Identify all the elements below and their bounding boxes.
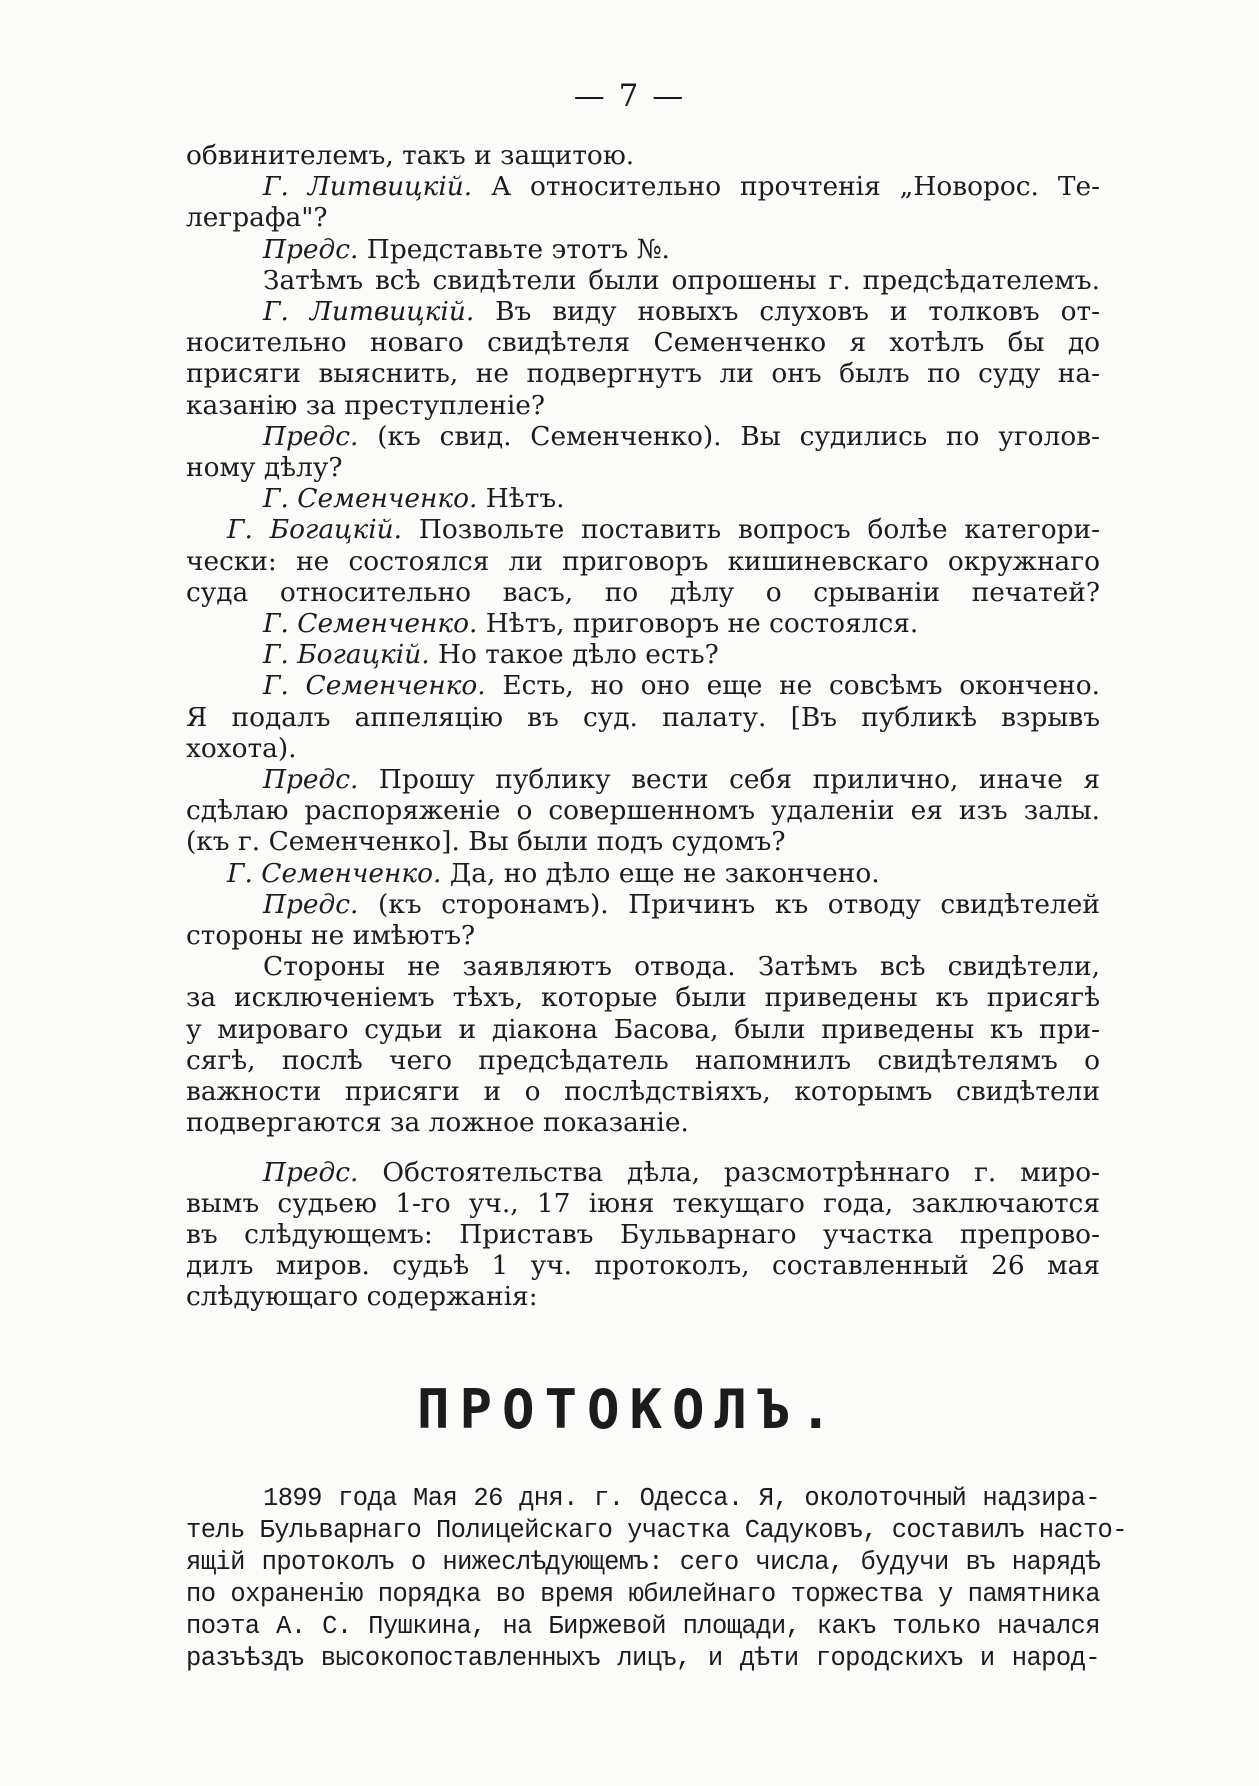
- text-line: [186, 639, 1100, 670]
- line-text: суда относительно васъ, по дѣлу о срываніи печатей?: [186, 576, 1100, 608]
- text-line: [186, 421, 1100, 452]
- line-text: обвинителемъ, такъ и защитою.: [186, 140, 635, 171]
- text-line: [186, 546, 1100, 577]
- speaker-name: Г. Богацкій.: [263, 639, 430, 671]
- text-line: [186, 1515, 1127, 1547]
- line-text: въ слѣдующемъ: Приставъ Бульварнаго участка препрово-: [186, 1218, 1100, 1250]
- line-text: Прошу публику вести себя прилично, иначе я: [358, 764, 1100, 796]
- text-line: [186, 577, 1100, 608]
- line-text: Обстоятельства дѣла, разсмотрѣннаго г. миро-: [358, 1156, 1100, 1188]
- line-text: по охраненію порядка во время юбилейнаго торжества у памятника: [186, 1580, 1100, 1609]
- text-line: [186, 1483, 1100, 1515]
- text-line: [186, 826, 1100, 857]
- speaker-name: Предс.: [263, 1156, 359, 1188]
- text-line: [186, 483, 1100, 514]
- body-text: [186, 140, 1100, 1313]
- speaker-name: Г. Семенченко.: [227, 857, 442, 889]
- line-text: Затѣмъ всѣ свидѣтели были опрошены г. предсѣдателемъ.: [263, 264, 1100, 296]
- speaker-name: Г. Семенченко.: [263, 483, 478, 515]
- line-text: разъѣздъ высокопоставленныхъ лицъ, и дѣти городскихъ и народ-: [186, 1644, 1100, 1673]
- text-line: [186, 795, 1100, 826]
- line-text: сдѣлаю распоряженіе о совершенномъ удаленіи ея изъ залы.: [186, 795, 1100, 827]
- line-text: носительно новаго свидѣтеля Семенченко я хотѣлъ бы до: [186, 327, 1100, 359]
- line-text: казанію за преступленіе?: [186, 389, 546, 421]
- text-line: [186, 1107, 1100, 1138]
- text-line: [186, 951, 1100, 982]
- line-text: (къ свид. Семенченко). Вы судились по уголов-: [358, 420, 1100, 452]
- text-line: [186, 702, 1100, 733]
- line-text: леграфа"?: [186, 202, 328, 234]
- text-line: [186, 1219, 1100, 1250]
- text-line: [186, 1643, 1100, 1675]
- line-text: стороны не имѣютъ?: [186, 920, 476, 952]
- text-line: [186, 670, 1100, 701]
- text-line: [186, 140, 1100, 171]
- text-line: [186, 234, 1100, 265]
- text-line: [186, 1014, 1100, 1045]
- line-text: сягѣ, послѣ чего предсѣдатель напомнилъ свидѣтелямъ о: [186, 1044, 1100, 1076]
- text-line: [186, 265, 1100, 296]
- line-text: ящій протоколъ о нижеслѣдующемъ: сего числа, будучи въ нарядѣ: [186, 1548, 1100, 1577]
- text-line: [186, 1076, 1100, 1107]
- text-line: [186, 1579, 1100, 1611]
- line-text: важности присяги и о послѣдствіяхъ, которымъ свидѣтели: [186, 1076, 1100, 1108]
- speaker-name: Г. Литвицкій.: [263, 296, 475, 328]
- speaker-name: Г. Богацкій.: [227, 514, 403, 546]
- line-text: вымъ судьею 1-го уч., 17 іюня текущаго года, заключаются: [186, 1187, 1100, 1219]
- text-line: [186, 920, 1100, 951]
- line-text: Въ виду новыхъ слуховъ и толковъ от-: [474, 296, 1101, 328]
- text-line: [186, 733, 1100, 764]
- speaker-name: Предс.: [263, 420, 359, 452]
- line-text: А относительно прочтенія „Новорос. Те-: [472, 171, 1100, 203]
- line-text: тель Бульварнаго Полицейскаго участка Садуковъ, составилъ насто-: [186, 1516, 1127, 1545]
- line-text: дилъ миров. судьѣ 1 уч. протоколъ, составленный 26 мая: [186, 1250, 1100, 1282]
- line-text: подвергаются за ложное показаніе.: [186, 1107, 689, 1139]
- line-text: за исключеніемъ тѣхъ, которые были приведены къ присягѣ: [186, 982, 1100, 1014]
- text-line: [186, 858, 1100, 889]
- text-line: [186, 327, 1100, 358]
- line-text: у мироваго судьи и діакона Басова, были приведены къ при-: [186, 1013, 1100, 1045]
- text-line: [186, 889, 1100, 920]
- line-text: Нѣтъ, приговоръ не состоялся.: [477, 608, 919, 640]
- line-text: (къ сторонамъ). Причинъ къ отводу свидѣтелей: [358, 888, 1100, 920]
- section-heading: ПРОТОКОЛЪ.: [416, 1378, 843, 1441]
- text-line: [186, 171, 1100, 202]
- text-line: [186, 514, 1100, 545]
- text-line: [186, 982, 1100, 1013]
- line-text: хохота).: [186, 732, 297, 764]
- line-text: Я подалъ аппеляцію въ суд. палату. [Въ публикѣ взрывъ: [186, 701, 1100, 733]
- speaker-name: Предс.: [263, 888, 359, 920]
- line-text: 1899 года Мая 26 дня. г. Одесса. Я, околоточный надзира-: [263, 1484, 1100, 1513]
- speaker-name: Г. Семенченко.: [263, 670, 486, 702]
- line-text: Представьте этотъ №.: [358, 233, 670, 265]
- text-line: [186, 390, 1100, 421]
- text-line: [186, 1045, 1100, 1076]
- text-line: [186, 1281, 1100, 1312]
- page-number: — 7 —: [573, 78, 686, 114]
- line-text: Позвольте поставить вопросъ болѣе категори-: [402, 514, 1100, 546]
- line-text: присяги выяснить, не подвергнутъ ли онъ былъ по суду на-: [186, 358, 1100, 390]
- protocol-text: [186, 1483, 1127, 1675]
- line-text: слѣдующаго содержанія:: [186, 1281, 538, 1313]
- line-text: Нѣтъ.: [477, 483, 565, 515]
- text-line: [186, 452, 1100, 483]
- text-line: [186, 202, 1100, 233]
- text-line: [186, 1250, 1100, 1281]
- line-text: ному дѣлу?: [186, 452, 343, 484]
- text-line: [186, 764, 1100, 795]
- speaker-name: Г. Литвицкій.: [263, 171, 473, 203]
- line-text: (къ г. Семенченко]. Вы были подъ судомъ?: [186, 826, 786, 858]
- speaker-name: Г. Семенченко.: [263, 608, 478, 640]
- line-text: Стороны не заявляютъ отвода. Затѣмъ всѣ свидѣтели,: [263, 951, 1100, 983]
- text-line: [186, 1157, 1100, 1188]
- text-line: [186, 358, 1100, 389]
- speaker-name: Предс.: [263, 233, 359, 265]
- speaker-name: Предс.: [263, 764, 359, 796]
- text-line: [186, 1188, 1100, 1219]
- line-text: чески: не состоялся ли приговоръ кишиневскаго окружнаго: [186, 545, 1100, 577]
- text-line: [186, 608, 1100, 639]
- line-text: Есть, но оно еще не совсѣмъ окончено.: [485, 670, 1100, 702]
- line-text: Да, но дѣло еще не закончено.: [441, 857, 880, 889]
- line-text: Но такое дѣло есть?: [429, 639, 719, 671]
- text-line: [186, 1547, 1100, 1579]
- line-text: поэта А. С. Пушкина, на Биржевой площади, какъ только начался: [186, 1612, 1100, 1641]
- text-line: [186, 296, 1100, 327]
- text-line: [186, 1611, 1100, 1643]
